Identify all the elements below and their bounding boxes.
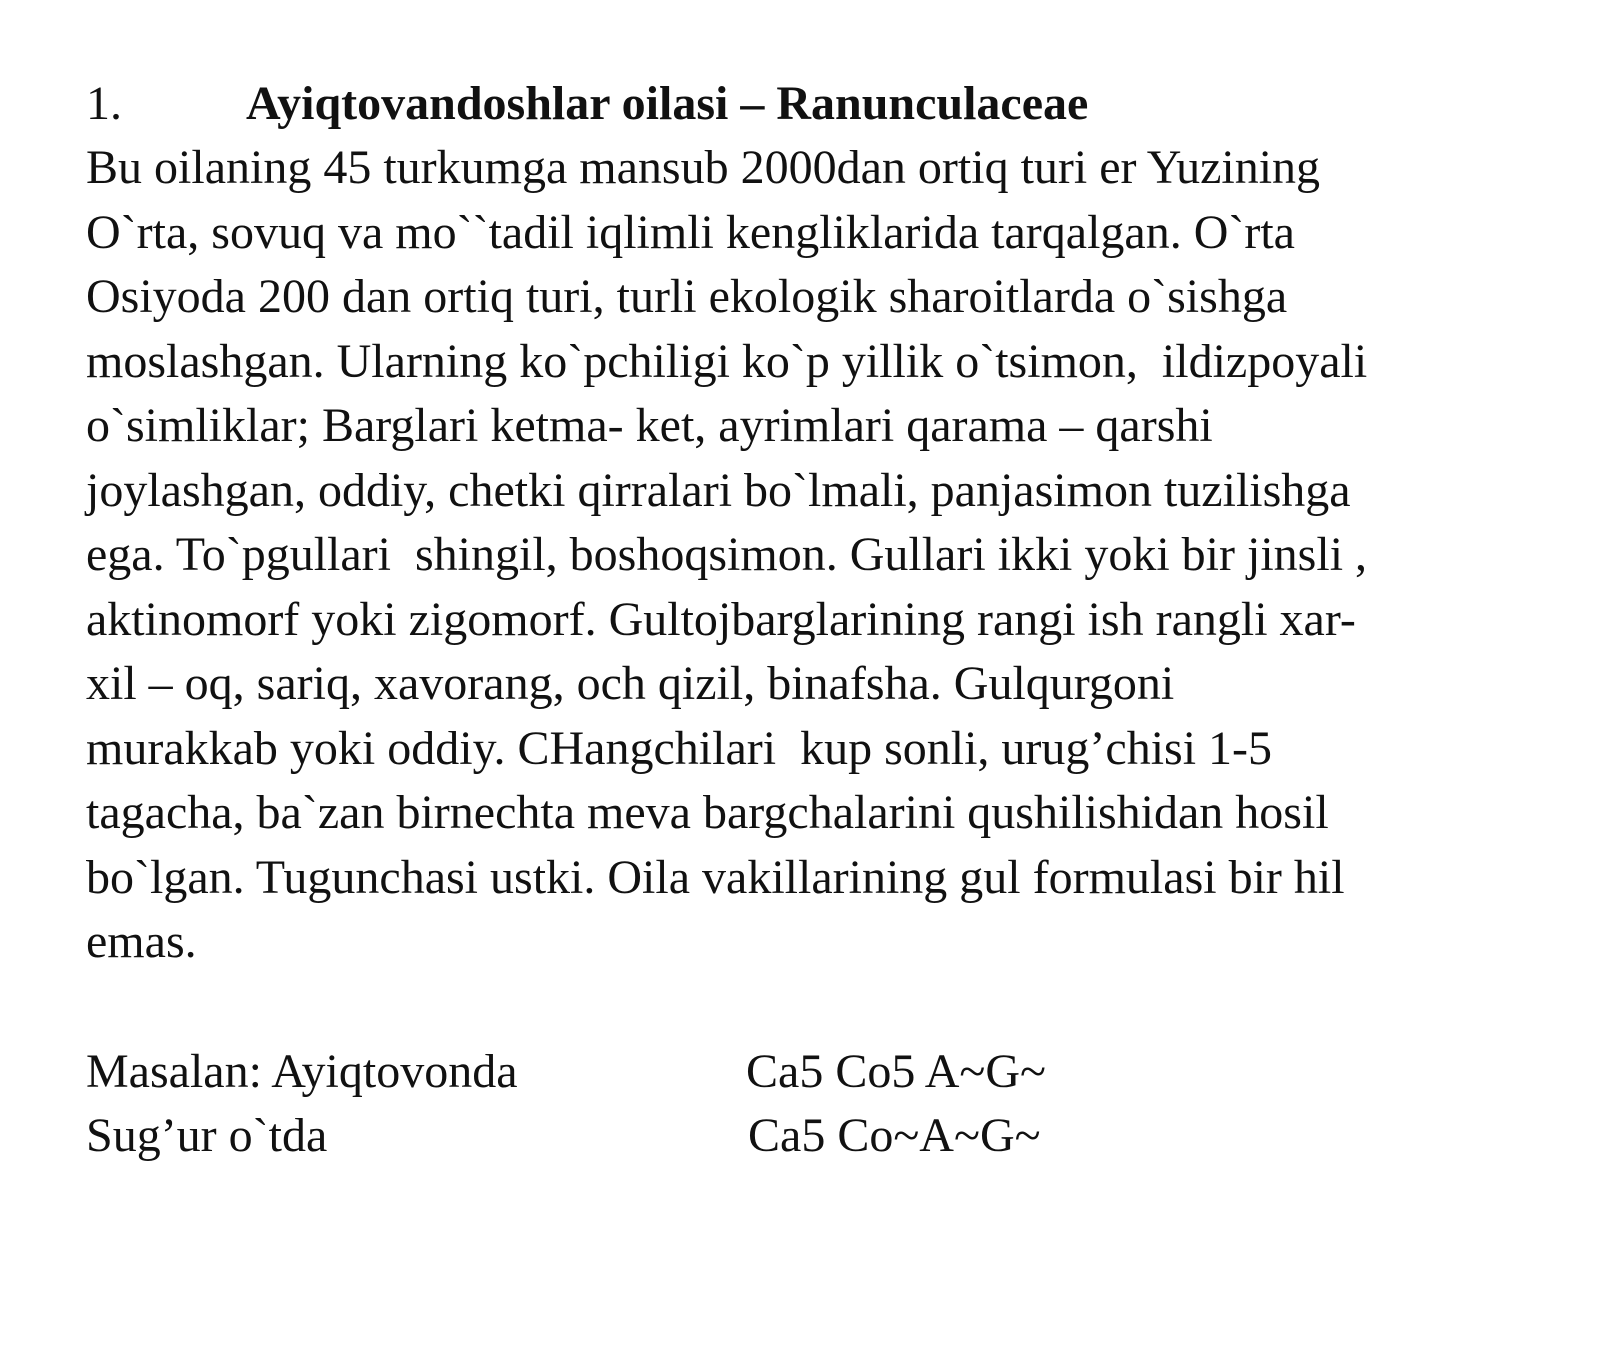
example-plant: Sug’ur o`tda [86, 1109, 328, 1162]
body-paragraph [86, 136, 1367, 975]
body-line: o`simliklar; Barglari ketma- ket, ayrimlari qarama – qarshi [86, 399, 1213, 452]
section-number: 1. [86, 77, 122, 130]
body-line: tagacha, ba`zan birnechta meva bargchalarini qushilishidan hosil [86, 786, 1329, 839]
body-line: O`rta, sovuq va mo``tadil iqlimli kengliklarida tarqalgan. O`rta [86, 205, 1295, 259]
body-line: emas. [86, 915, 197, 968]
body-line: bo`lgan. Tugunchasi ustki. Oila vakillarining gul formulasi bir hil [86, 850, 1345, 904]
example-plant: Masalan: Ayiqtovonda [86, 1045, 518, 1098]
example-row [86, 1104, 1041, 1168]
formula-examples [86, 1040, 1046, 1168]
flower-formula: Ca5 Co5 A~G~ [746, 1045, 1046, 1098]
body-line: Bu oilaning 45 turkumga mansub 2000dan ortiq turi er Yuzining [86, 141, 1321, 194]
body-line: Osiyoda 200 dan ortiq turi, turli ekologik sharoitlarda o`sishga [86, 270, 1288, 323]
body-line: moslashgan. Ularning ko`pchiligi ko`p yillik o`tsimon, ildizpoyali [86, 334, 1368, 388]
flower-formula: Ca5 Co~A~G~ [748, 1109, 1041, 1162]
example-row [86, 1040, 1046, 1104]
body-line: xil – oq, sariq, xavorang, och qizil, binafsha. Gulqurgoni [86, 657, 1175, 710]
body-line: murakkab yoki oddiy. CHangchilari kup sonli, urug’chisi 1-5 [86, 721, 1273, 775]
body-line: ega. To`pgullari shingil, boshoqsimon. Gullari ikki yoki bir jinsli , [86, 528, 1368, 581]
section-heading [86, 72, 1088, 136]
body-line: joylashgan, oddiy, chetki qirralari bo`lmali, panjasimon tuzilishga [86, 463, 1351, 517]
section-title: Ayiqtovandoshlar oilasi – Ranunculaceae [246, 77, 1089, 130]
body-line: aktinomorf yoki zigomorf. Gultojbarglarining rangi ish rangli xar- [86, 592, 1356, 646]
